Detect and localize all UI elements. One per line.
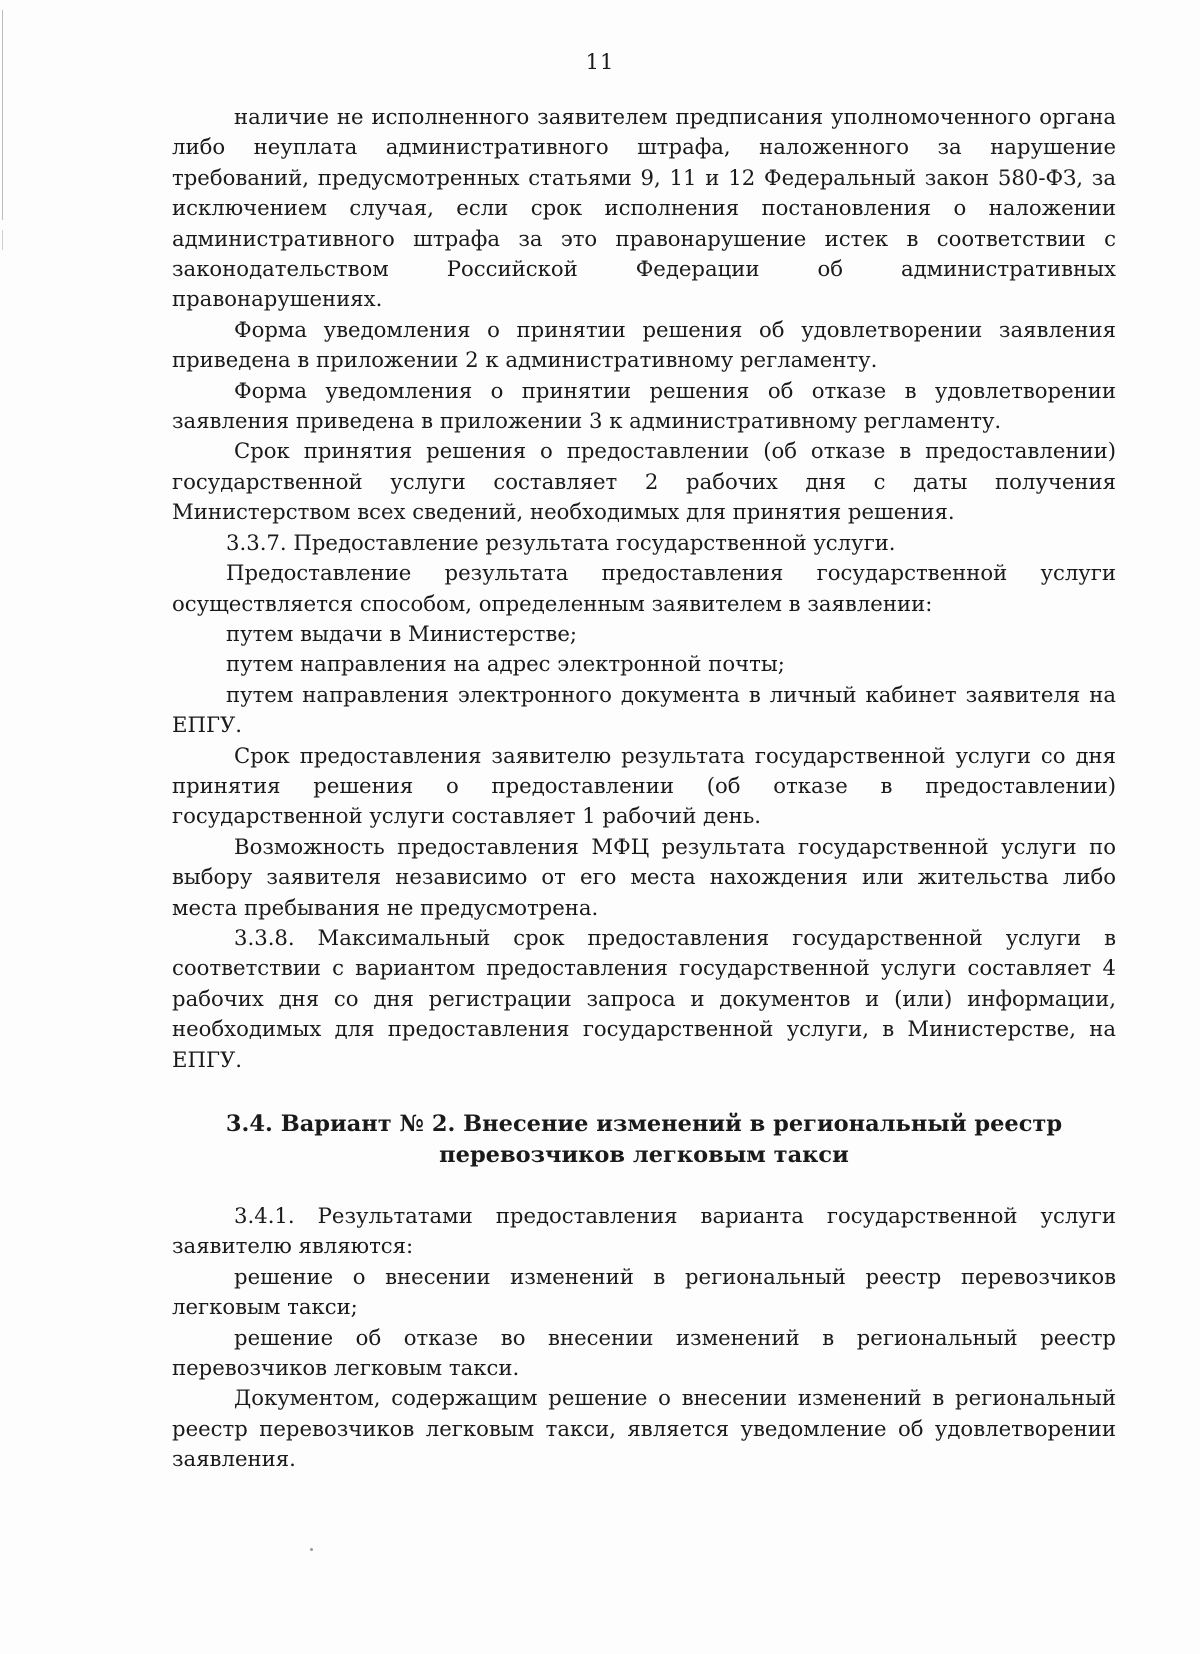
scan-speck [310,1548,313,1551]
list-item-decision-changes: решение о внесении изменений в региональный реестр перевозчиков легковым такси; [172,1263,1116,1320]
paragraph-clause-3-4-1: 3.4.1. Результатами предоставления варианта государственной услуги заявителю являются: [172,1203,1116,1259]
paragraph-decision-document: Документом, содержащим решение о внесении изменений в региональный реестр перевозчиков легковым такси, является уведомление об удовлетворении заявления. [172,1385,1116,1472]
list-item-epgu-cabinet: путем направления электронного документа в личный кабинет заявителя на ЕПГУ. [172,681,1116,738]
paragraph-result-term: Срок предоставления заявителю результата государственной услуги со дня принятия решения о предоставлении (об отказе в предоставлении) государственной услуги составляет 1 рабочий день. [172,742,1116,829]
spacer [172,1171,1116,1201]
list-item-ministry: путем выдачи в Министерстве; [226,620,578,646]
paragraph-mfc-possibility: Возможность предоставления МФЦ результата государственной услуги по выбору заявителя независимо от его места нахождения или жительства либо места пребывания не предусмотрена. [172,833,1116,920]
section-heading-line-2: перевозчиков легковым такси [439,1142,849,1168]
page-number: 11 [585,50,615,74]
paragraph-clause-3-3-8: 3.3.8. Максимальный срок предоставления государственной услуги в соответствии с вариантом предоставления государственной услуги составляет 4 рабочих дня со дня регистрации запроса и документов и (или) информации, необходимых для предоставления государственной услуги, в Министерстве, на ЕПГУ. [172,924,1116,1072]
paragraph-result-delivery: Предоставление результата предоставления государственной услуги осуществляется способом, определенным заявителем в заявлении: [172,560,1116,616]
scan-edge-mark [2,10,3,220]
section-heading [172,1109,1116,1171]
scan-edge-mark [2,230,3,250]
paragraph-decision-term: Срок принятия решения о предоставлении (об отказе в предоставлении) государственной услуги составляет 2 рабочих дня с даты получения Министерством всех сведений, необходимых для принятия решения. [172,438,1116,525]
list-item-email: путем направления на адрес электронной почты; [226,651,785,677]
spacer [172,1075,1116,1109]
paragraph-violation-condition: наличие не исполненного заявителем предписания уполномоченного органа либо неуплата административного штрафа, наложенного за нарушение требований, предусмотренных статьями 9, 11 и 12 Федеральный закон 580-ФЗ, за исключением случая, если срок исполнения постановления о наложении административного штрафа за это правонарушение истек в соответствии с законодательством Российской Федерации об административных правонарушениях. [172,104,1116,312]
paragraph-clause-3-3-7: 3.3.7. Предоставление результата государственной услуги. [226,529,896,555]
paragraph-refusal-form: Форма уведомления о принятии решения об отказе в удовлетворении заявления приведена в приложении 3 к административному регламенту. [172,377,1116,434]
section-heading-line-1: 3.4. Вариант № 2. Внесение изменений в региональный реестр [225,1111,1063,1137]
list-item-decision-refusal: решение об отказе во внесении изменений в региональный реестр перевозчиков легковым такси. [172,1324,1116,1381]
paragraph-approval-form: Форма уведомления о принятии решения об удовлетворении заявления приведена в приложении 2 к административному регламенту. [172,316,1116,373]
document-body [172,102,1116,1475]
